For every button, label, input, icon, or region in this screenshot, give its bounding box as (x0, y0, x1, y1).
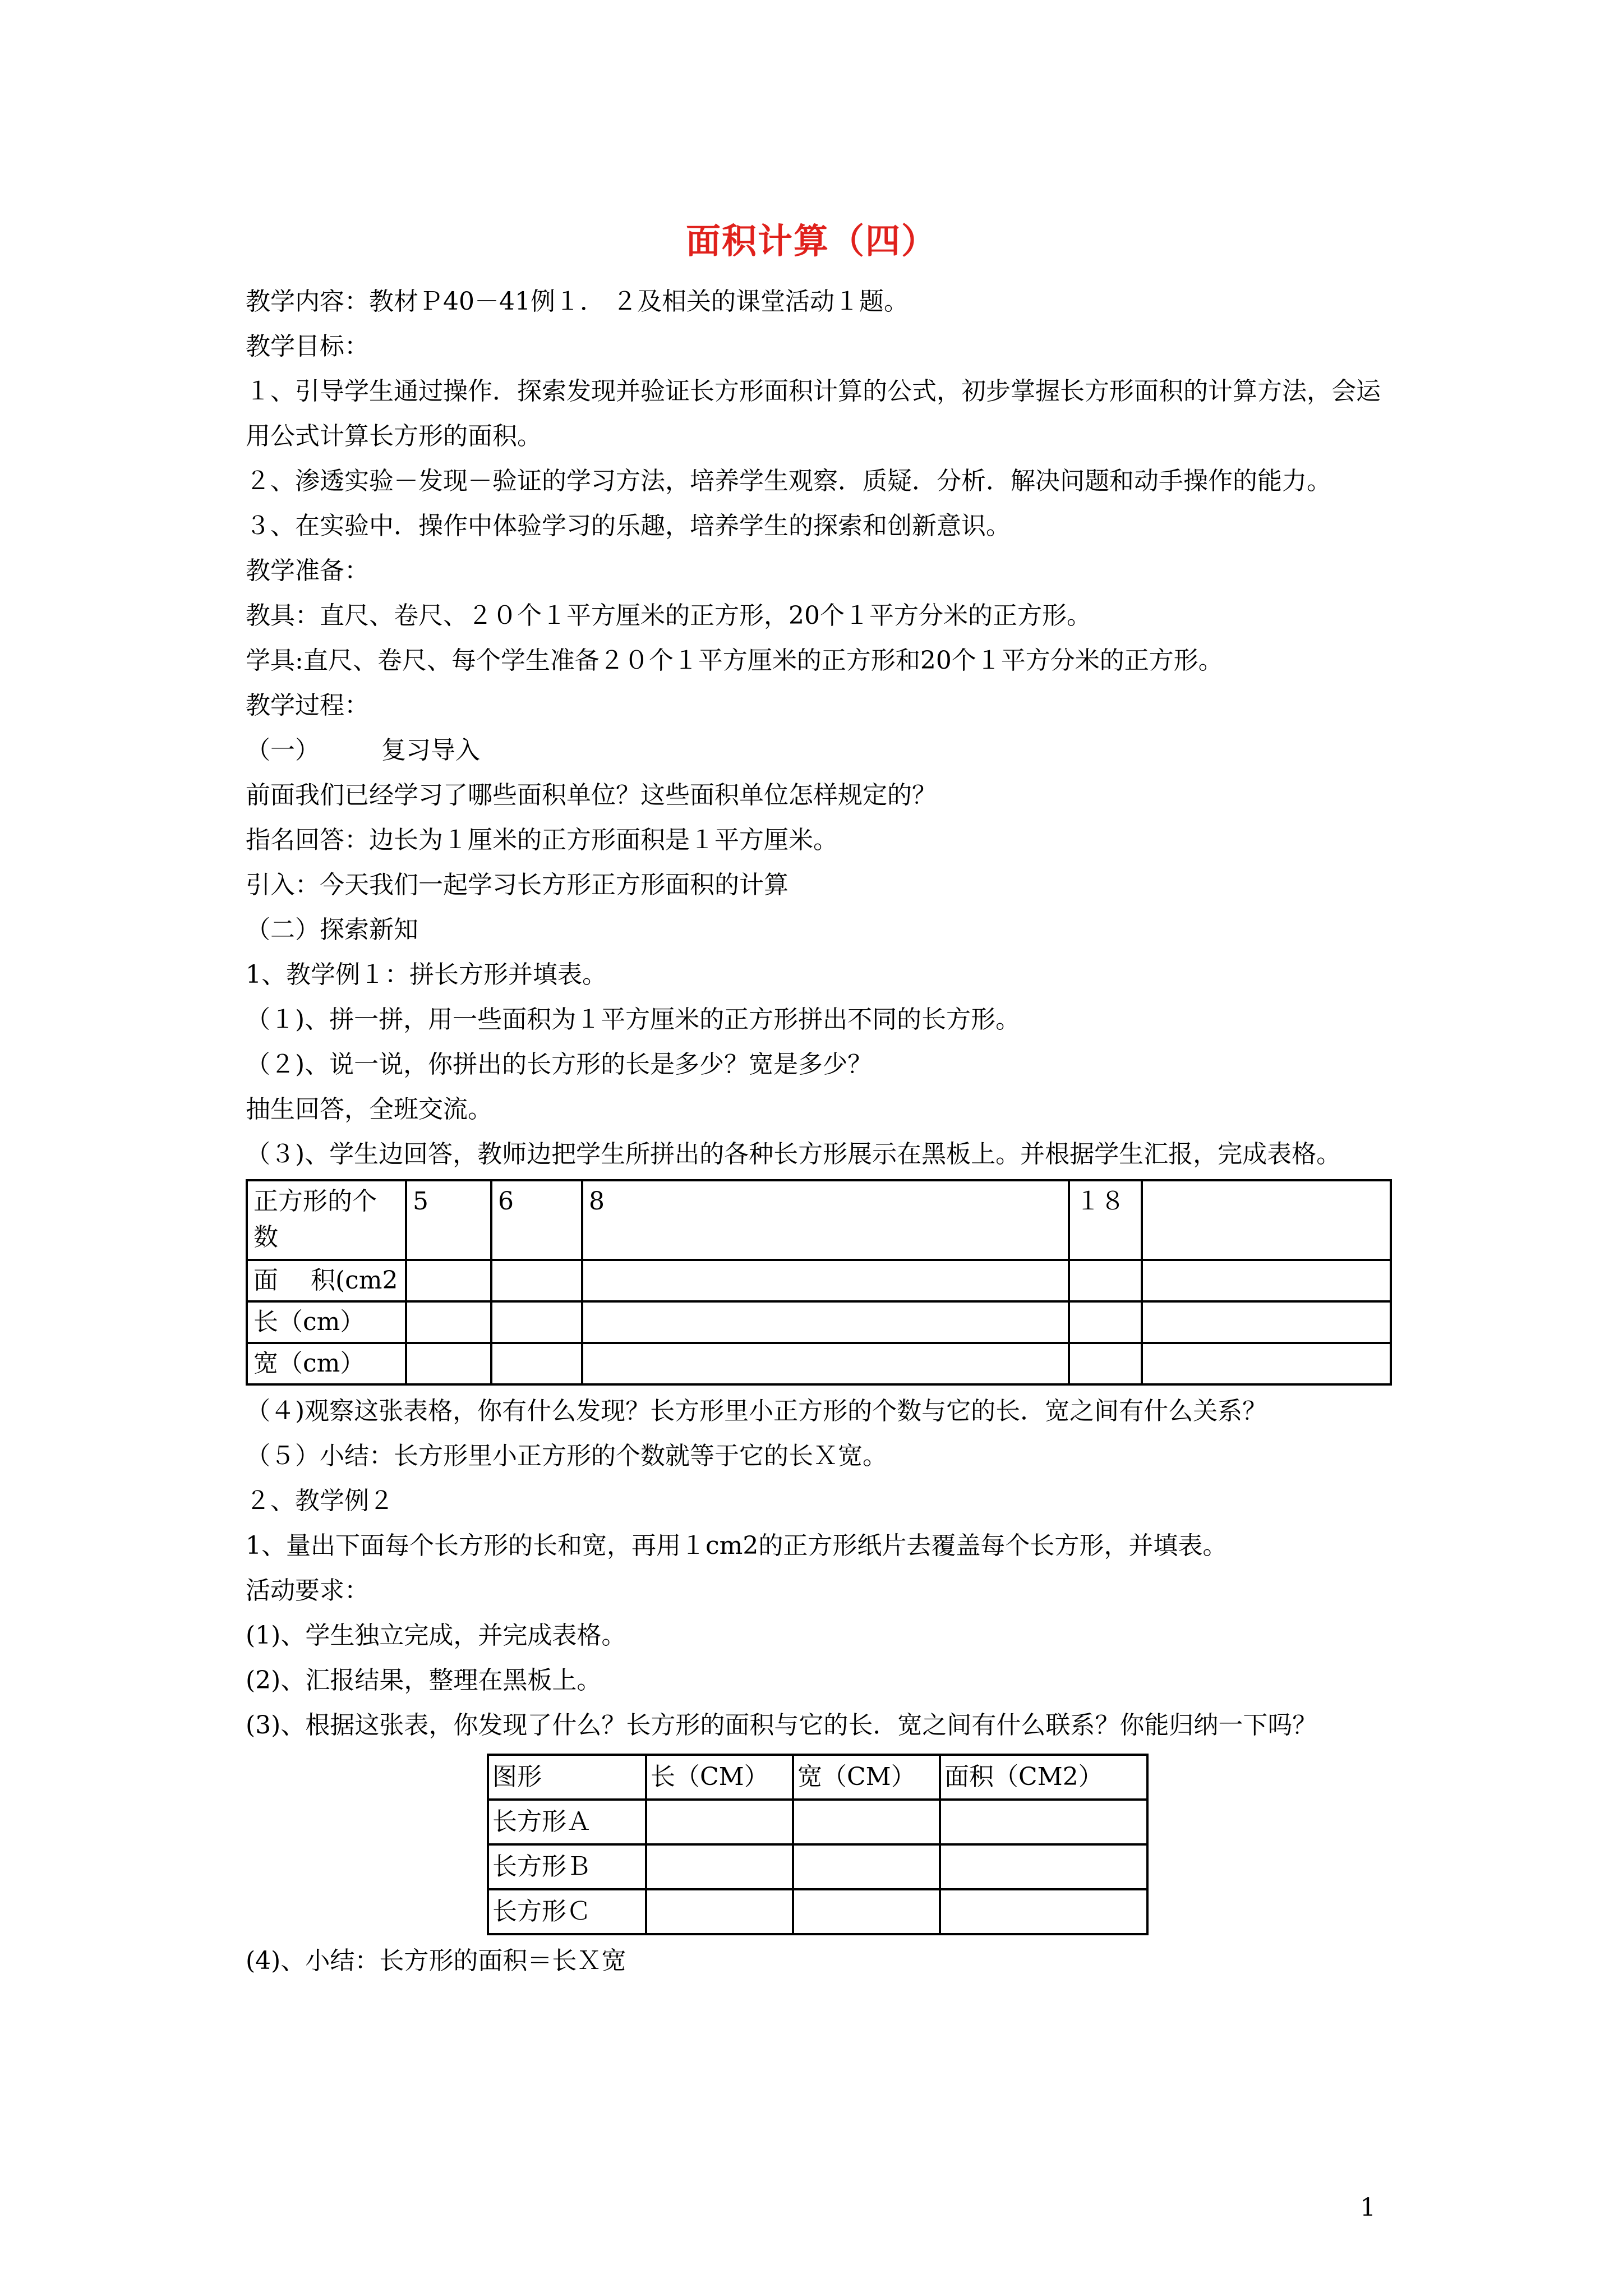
bottom-paragraphs (246, 1939, 1390, 1984)
paragraph: 引入：今天我们一起学习长方形正方形面积的计算 (246, 871, 789, 899)
table-row (488, 1844, 1147, 1889)
table-cell (793, 1800, 940, 1844)
paragraph: 1、量出下面每个长方形的长和宽，再用１cm2的正方形纸片去覆盖每个长方形，并填表。 (246, 1531, 1228, 1560)
document-title: 面积计算（四） (685, 220, 937, 261)
table-cell (1069, 1343, 1142, 1384)
paragraph: 活动要求： (246, 1576, 369, 1605)
table-cell (1142, 1260, 1391, 1301)
table-cell (793, 1844, 940, 1889)
table-cell: 宽（CM） (793, 1755, 940, 1800)
table-row (247, 1343, 1391, 1384)
paragraph: （４)观察这张表格，你有什么发现？长方形里小正方形的个数与它的长．宽之间有什么关系？ (246, 1397, 1267, 1425)
paragraph: 教具：直尺、卷尺、２０个１平方厘米的正方形，20个１平方分米的正方形。 (246, 601, 1091, 630)
table-cell: 6 (491, 1180, 582, 1260)
paragraph: 抽生回答，全班交流。 (246, 1095, 492, 1124)
table-cell: 长（CM） (646, 1755, 793, 1800)
paragraph: ２、教学例２ (246, 1487, 394, 1515)
table-cell (491, 1260, 582, 1301)
paragraph: （１)、拼一拼，用一些面积为１平方厘米的正方形拼出不同的长方形。 (246, 1005, 1021, 1034)
table-cell (793, 1889, 940, 1934)
table-cell: 长（cm） (247, 1301, 406, 1343)
paragraph: (1)、学生独立完成，并完成表格。 (246, 1621, 626, 1650)
example2-table (487, 1754, 1149, 1935)
paragraph: 教学过程： (246, 691, 369, 720)
table-row (488, 1800, 1147, 1844)
table-cell: 正方形的个数 (247, 1180, 406, 1260)
table-row (247, 1260, 1391, 1301)
table-cell: 长方形Ａ (488, 1800, 646, 1844)
table-cell (582, 1343, 1069, 1384)
table-cell (1069, 1260, 1142, 1301)
paragraph: ２、渗透实验－发现－验证的学习方法，培养学生观察．质疑．分析．解决问题和动手操作的能力。 (246, 467, 1331, 495)
paragraph: （５）小结：长方形里小正方形的个数就等于它的长Ｘ宽。 (246, 1442, 887, 1470)
table-cell (646, 1800, 793, 1844)
paragraph: (4)、小结：长方形的面积＝长Ｘ宽 (246, 1947, 626, 1975)
table-cell (646, 1889, 793, 1934)
table-cell (1142, 1343, 1391, 1384)
table-cell: 长方形Ｂ (488, 1844, 646, 1889)
table-cell (646, 1844, 793, 1889)
table-cell (1069, 1301, 1142, 1343)
paragraph: 前面我们已经学习了哪些面积单位？这些面积单位怎样规定的？ (246, 781, 937, 809)
table-row (247, 1180, 1391, 1260)
table-row (488, 1755, 1147, 1800)
table-cell: 宽（cm） (247, 1343, 406, 1384)
table-cell: １８ (1069, 1180, 1142, 1260)
table-cell (406, 1260, 491, 1301)
table-cell: 面 积(cm2 (247, 1260, 406, 1301)
paragraph: 教学准备： (246, 556, 369, 585)
paragraph: （二）探索新知 (246, 915, 418, 944)
table-row (488, 1889, 1147, 1934)
table-cell (406, 1343, 491, 1384)
table-cell (940, 1800, 1147, 1844)
middle-paragraphs (246, 1389, 1390, 1748)
table-cell: 图形 (488, 1755, 646, 1800)
document-body (246, 279, 1390, 1984)
table-cell (1142, 1301, 1391, 1343)
page-number: 1 (1360, 2193, 1376, 2222)
paragraph: 教学目标： (246, 332, 369, 361)
table-cell (940, 1844, 1147, 1889)
paragraph: ３、在实验中．操作中体验学习的乐趣，培养学生的探索和创新意识。 (246, 512, 1011, 540)
table-cell: 面积（CM2） (940, 1755, 1147, 1800)
paragraph: 1、教学例１：拼长方形并填表。 (246, 960, 607, 989)
table-cell (1142, 1180, 1391, 1260)
table-row (247, 1301, 1391, 1343)
table-cell: 8 (582, 1180, 1069, 1260)
example1-table (246, 1179, 1392, 1386)
paragraph: (2)、汇报结果，整理在黑板上。 (246, 1666, 602, 1695)
paragraph: （２)、说一说，你拼出的长方形的长是多少？宽是多少？ (246, 1050, 873, 1079)
paragraph: 学具:直尺、卷尺、每个学生准备２０个１平方厘米的正方形和20个１平方分米的正方形。 (246, 646, 1223, 675)
paragraph: １、引导学生通过操作．探索发现并验证长方形面积计算的公式，初步掌握长方形面积的计算方法，会运用公式计算长方形的面积。 (246, 377, 1381, 450)
paragraph: 指名回答：边长为１厘米的正方形面积是１平方厘米。 (246, 826, 838, 854)
table-cell (940, 1889, 1147, 1934)
table-cell (491, 1343, 582, 1384)
table-cell: 5 (406, 1180, 491, 1260)
table-cell (582, 1260, 1069, 1301)
top-paragraphs (246, 279, 1390, 1177)
table-cell (582, 1301, 1069, 1343)
table-cell (406, 1301, 491, 1343)
paragraph: 教学内容：教材Ｐ40－41例１． ２及相关的课堂活动１题。 (246, 287, 909, 316)
paragraph: (3)、根据这张表，你发现了什么？长方形的面积与它的长．宽之间有什么联系？你能归纳一下吗？ (246, 1711, 1317, 1740)
paragraph: （３)、学生边回答，教师边把学生所拼出的各种长方形展示在黑板上。并根据学生汇报，完成表格。 (246, 1140, 1341, 1168)
table-cell: 长方形Ｃ (488, 1889, 646, 1934)
table-cell (491, 1301, 582, 1343)
paragraph: （一） 复习导入 (246, 736, 480, 765)
